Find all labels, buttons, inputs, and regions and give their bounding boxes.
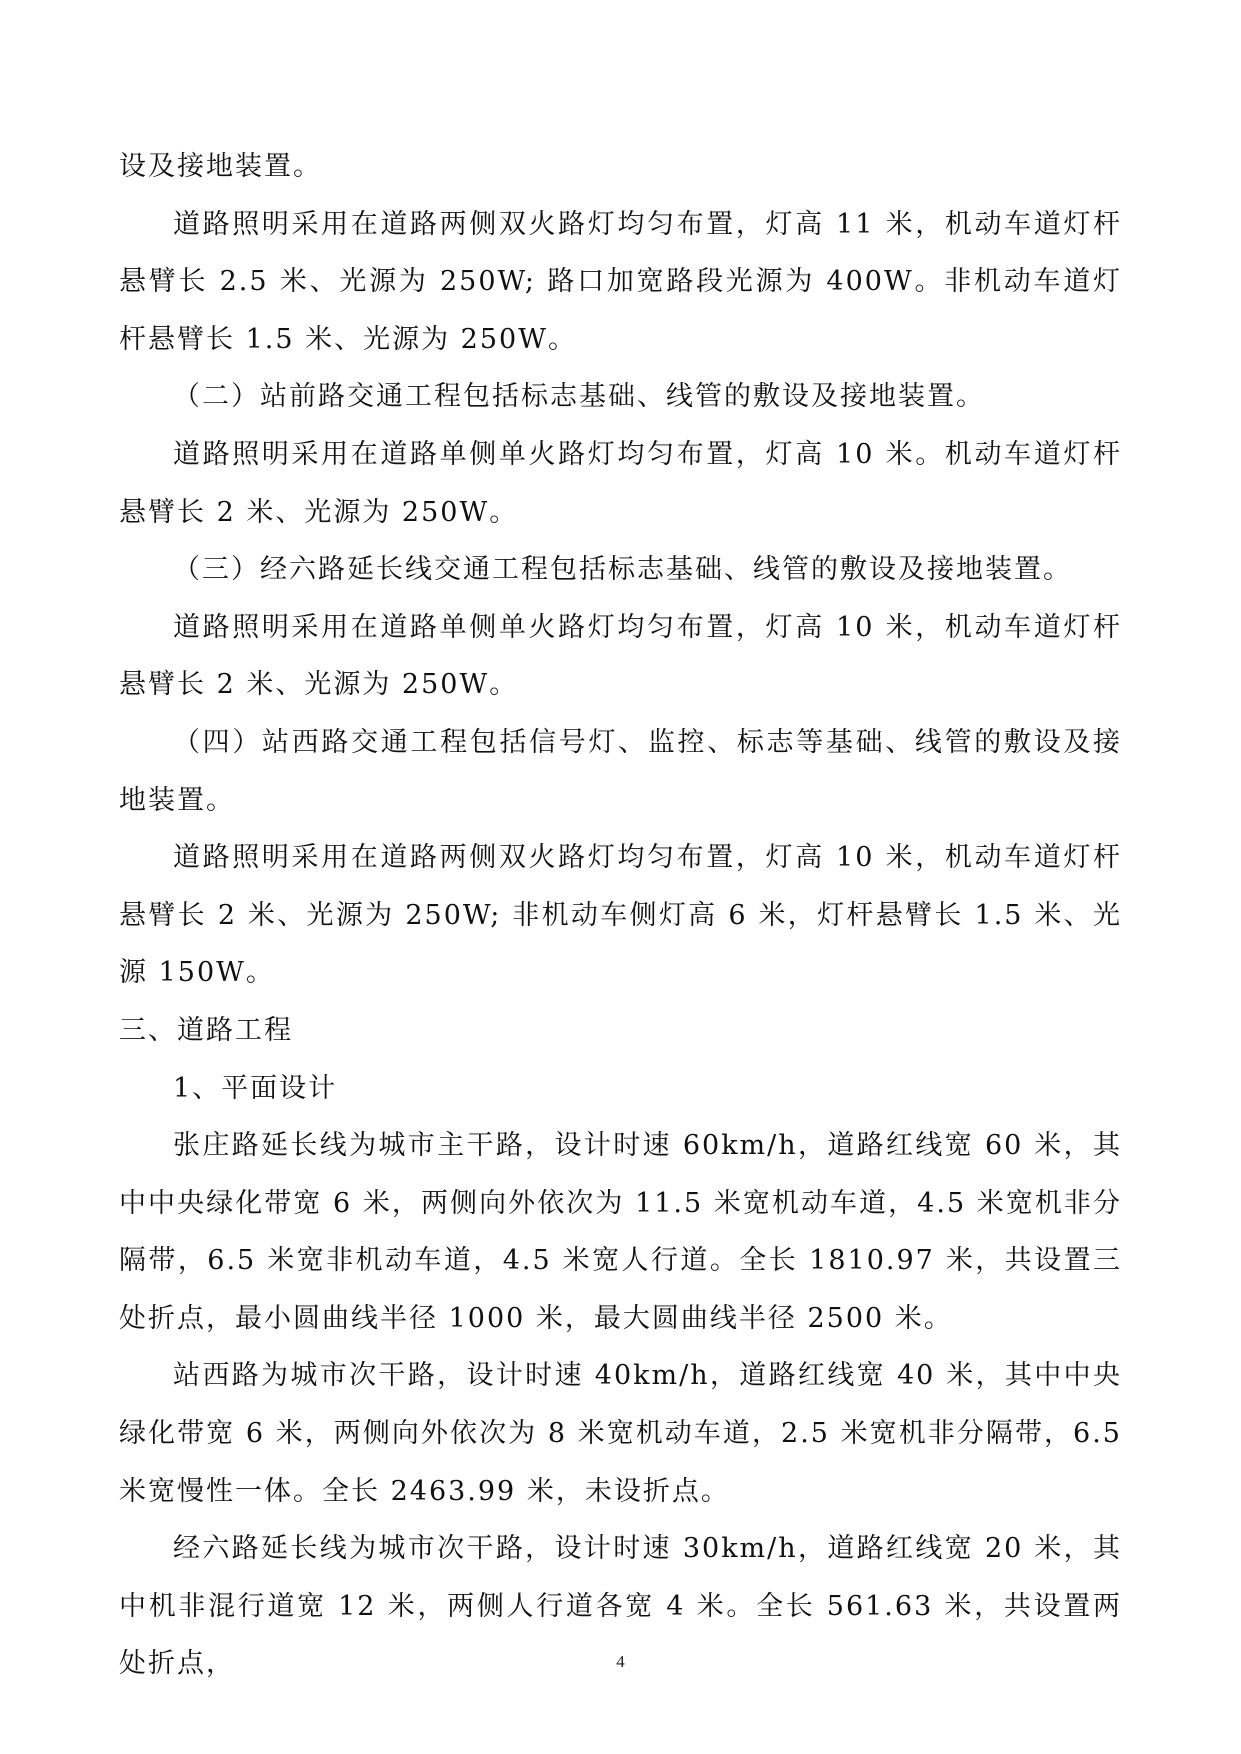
paragraph-1: 设及接地装置。 bbox=[119, 151, 322, 182]
paragraph-7: （四）站西路交通工程包括信号灯、监控、标志等基础、线管的敷设及接地装置。 bbox=[119, 726, 1122, 816]
paragraph-2: 道路照明采用在道路两侧双火路灯均匀布置，灯高 11 米，机动车道灯杆悬臂长 2.5 米、光源为 250W; 路口加宽路段光源为 400W。非机动车道灯杆悬臂长 1.5 米、光源为 250W。 bbox=[119, 208, 1122, 355]
paragraph-4: 道路照明采用在道路单侧单火路灯均匀布置，灯高 10 米。机动车道灯杆悬臂长 2 米、光源为 250W。 bbox=[119, 438, 1122, 528]
paragraph-5: （三）经六路延长线交通工程包括标志基础、线管的敷设及接地装置。 bbox=[173, 554, 1072, 586]
document-body bbox=[119, 138, 1122, 1693]
paragraph-3: （二）站前路交通工程包括标志基础、线管的敷设及接地装置。 bbox=[173, 381, 985, 413]
paragraph-11: 张庄路延长线为城市主干路，设计时速 60km/h，道路红线宽 60 米，其中中央绿化带宽 6 米，两侧向外依次为 11.5 米宽机动车道，4.5 米宽机非分隔带，6.5 米宽非机动车道，4.5 米宽人行道。全长 1810.97 米，共设置三处折点，最小圆曲线半径 1000 米，最大圆曲线半径 2500 米。 bbox=[119, 1130, 1122, 1334]
paragraph-6: 道路照明采用在道路单侧单火路灯均匀布置，灯高 10 米，机动车道灯杆悬臂长 2 米、光源为 250W。 bbox=[119, 611, 1122, 701]
paragraph-13: 经六路延长线为城市次干路，设计时速 30km/h，道路红线宽 20 米，其中机非混行道宽 12 米，两侧人行道各宽 4 米。全长 561.63 米，共设置两处折点， bbox=[119, 1533, 1122, 1680]
page-number: 4 bbox=[616, 1652, 625, 1671]
subsection-heading: 1、平面设计 bbox=[173, 1072, 338, 1104]
section-heading: 三、道路工程 bbox=[119, 1014, 293, 1046]
paragraph-12: 站西路为城市次干路，设计时速 40km/h，道路红线宽 40 米，其中中央绿化带宽 6 米，两侧向外依次为 8 米宽机动车道，2.5 米宽机非分隔带，6.5 米宽慢性一体。全长 2463.99 米，未设折点。 bbox=[119, 1360, 1122, 1507]
paragraph-8: 道路照明采用在道路两侧双火路灯均匀布置，灯高 10 米，机动车道灯杆悬臂长 2 米、光源为 250W; 非机动车侧灯高 6 米，灯杆悬臂长 1.5 米、光源 150W。 bbox=[119, 842, 1122, 989]
